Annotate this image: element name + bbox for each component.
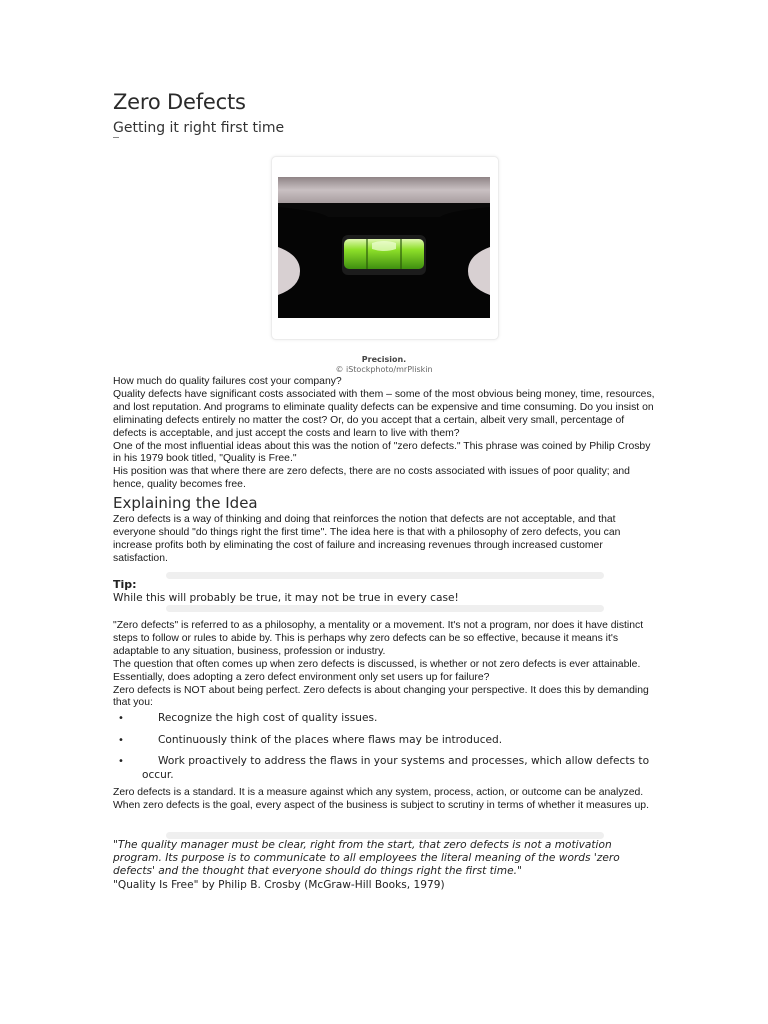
- middle-paragraph: "Zero defects" is referred to as a philosophy, a mentality or a movement. It's not a program, nor does it have distinct steps to follow or rules to abide by. This is perhaps why zero defects can be so effective, because it means it's adaptable to any situation, business, profession or industry.: [113, 620, 644, 657]
- list-item: [113, 712, 653, 726]
- middle-paragraph: The question that often comes up when zero defects is discussed, is whether or not zero defects is ever attainable. Essentially, does adopting a zero defect environment only set users up for failure?: [113, 658, 641, 683]
- bullet-icon: •: [118, 713, 124, 724]
- intro-paragraph: One of the most influential ideas about this was the notion of "zero defects." This phrase was coined by Philip Crosby in his 1979 book titled, "Quality is Free.": [113, 440, 651, 465]
- caption-title: Precision.: [361, 355, 407, 364]
- bullet-list: [113, 712, 653, 790]
- list-item-text: Continuously think of the places where flaws may be introduced.: [158, 733, 503, 746]
- intro-paragraph: His position was that where there are zero defects, there are no costs associated with issues of poor quality; and hence, quality becomes free.: [113, 466, 630, 491]
- list-item-text: Work proactively to address the flaws in your systems and processes, which allow defects to occur.: [142, 755, 650, 781]
- middle-section: [113, 620, 658, 710]
- intro-section: [113, 376, 658, 492]
- section-body: [113, 514, 658, 566]
- bullet-icon: •: [118, 756, 124, 767]
- article-subtitle: Getting it right first time: [113, 120, 285, 136]
- tip-top-bar: [166, 572, 604, 579]
- intro-paragraph: Quality defects have significant costs associated with them – some of the most obvious being money, time, resources, and lost reputation. And programs to eliminate quality defects can be expensive and time consuming. Do you insist on eliminating defects entirely no matter the cost? Or, do you accept that a certain, albeit very small, percentage of defects is acceptable, and just accept the costs and learn to live with them?: [113, 388, 655, 439]
- quote-source: "Quality Is Free" by Philip B. Crosby (McGraw-Hill Books, 1979): [113, 878, 445, 891]
- list-item-text: Recognize the high cost of quality issues.: [158, 712, 378, 724]
- middle-paragraph: Zero defects is NOT about being perfect. Zero defects is about changing your perspective. It does this by demanding that you:: [113, 684, 649, 709]
- intro-paragraph: How much do quality failures cost your company?: [113, 376, 342, 387]
- list-item: [113, 755, 653, 782]
- tip-text: While this will probably be true, it may not be true in every case!: [113, 592, 459, 604]
- caption-credit: © iStockphoto/mrPliskin: [335, 365, 433, 374]
- list-item: [113, 734, 653, 748]
- figure-caption: [271, 355, 497, 375]
- closing-section: [113, 787, 658, 813]
- spirit-level-bubble-image: [278, 177, 490, 318]
- quote-block: [113, 839, 658, 892]
- tip-label: Tip:: [113, 578, 137, 591]
- section-heading: Explaining the Idea: [113, 494, 258, 512]
- quote-top-bar: [166, 832, 604, 839]
- article-title: Zero Defects: [113, 90, 246, 114]
- section-paragraph: Zero defects is a way of thinking and doing that reinforces the notion that defects are not acceptable, and that everyone should "do things right the first time". The idea here is that with a philosophy of zero defects, you can increase profits both by eliminating the cost of failure and increasing revenues through increased customer satisfaction.: [113, 514, 621, 564]
- closing-paragraph: Zero defects is a standard. It is a measure against which any system, process, action, or outcome can be analyzed. When zero defects is the goal, every aspect of the business is subject to scrutiny in terms of whether it measures up.: [113, 787, 649, 811]
- tip-bottom-bar: [166, 605, 604, 612]
- quote-text: "The quality manager must be clear, right from the start, that zero defects is not a motivation program. Its purpose is to communicate to all employees the literal meaning of the words 'zero defects' and the thought that everyone should do things right the first time.": [113, 839, 620, 878]
- subtitle-underline-mark: [113, 137, 119, 138]
- bullet-icon: •: [118, 734, 124, 746]
